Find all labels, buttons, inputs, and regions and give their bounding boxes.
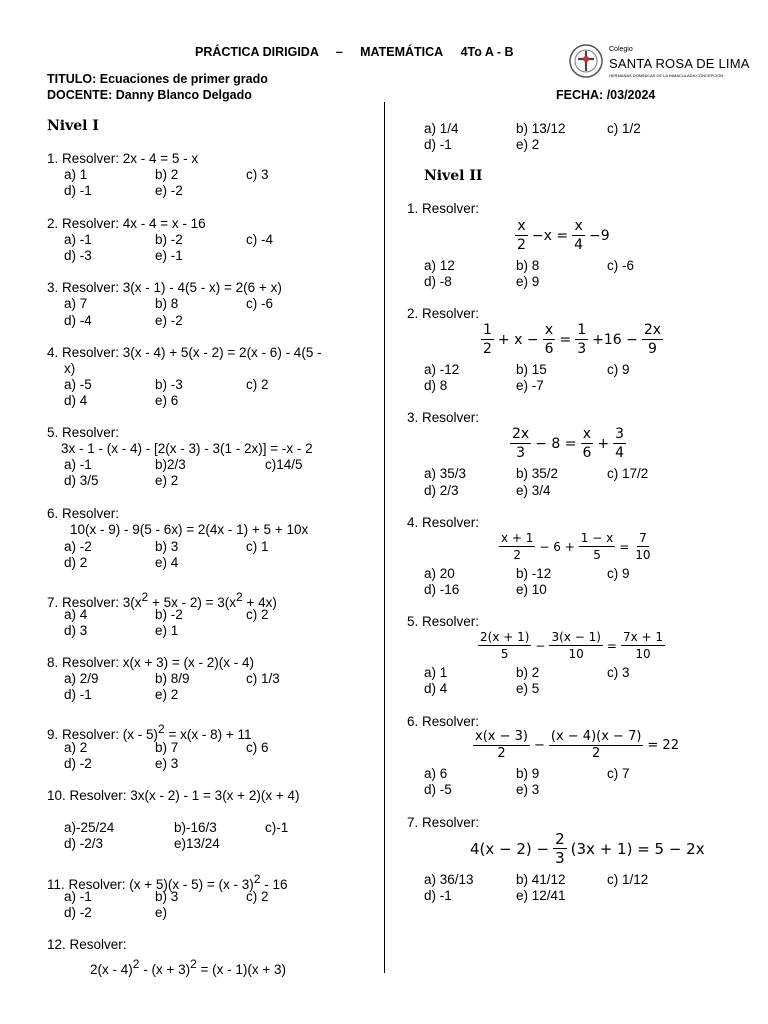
option-c: c) 6 bbox=[246, 740, 269, 755]
numerator: 1 − x bbox=[580, 531, 614, 545]
stmt-part: - 16 bbox=[260, 877, 288, 892]
operator: −9 bbox=[589, 227, 610, 244]
denominator: 3 bbox=[577, 341, 587, 357]
option-b: b) 3 bbox=[155, 889, 179, 904]
option-d: d) -1 bbox=[424, 137, 452, 152]
problem-10-statement: 10. Resolver: 3x(x - 2) - 1 = 3(x + 2)(x + 4) bbox=[47, 788, 300, 803]
option-d: d) 2 bbox=[64, 555, 88, 570]
problem-5-equation: 3x - 1 - (x - 4) - [2(x - 3) - 3(1 - 2x)] = -x - 2 bbox=[61, 441, 313, 456]
n2-problem-7-statement: 7. Resolver: bbox=[407, 815, 480, 830]
option-c: c) 7 bbox=[607, 766, 630, 781]
column-divider bbox=[384, 102, 385, 973]
option-c: c)14/5 bbox=[265, 457, 303, 472]
exponent: 2 bbox=[236, 590, 243, 604]
option-e: e) 9 bbox=[516, 274, 540, 289]
option-a: a) -12 bbox=[424, 362, 460, 377]
fecha: FECHA: /03/2024 bbox=[556, 88, 656, 102]
option-a: a) 1 bbox=[64, 167, 88, 182]
denominator: 4 bbox=[615, 445, 625, 461]
fraction bbox=[580, 426, 593, 461]
option-d: d) 4 bbox=[64, 393, 88, 408]
n2-problem-5-equation bbox=[476, 630, 667, 661]
option-b: b) 13/12 bbox=[516, 121, 566, 136]
option-e: e) 2 bbox=[155, 687, 179, 702]
numerator: x + 1 bbox=[501, 531, 534, 545]
option-d: d) -1 bbox=[64, 183, 92, 198]
numerator: 2x bbox=[512, 426, 530, 442]
operator: −x = bbox=[531, 227, 569, 244]
n2-problem-4-statement: 4. Resolver: bbox=[407, 515, 480, 530]
option-d: d) -8 bbox=[424, 274, 452, 289]
option-b: b) 15 bbox=[516, 362, 547, 377]
option-c: c) 1/2 bbox=[607, 121, 641, 136]
option-a: a) 6 bbox=[424, 766, 448, 781]
numerator: x(x − 3) bbox=[475, 729, 528, 744]
docente: DOCENTE: Danny Blanco Delgado bbox=[47, 88, 252, 102]
n2-problem-1-equation bbox=[513, 218, 612, 253]
numerator: 2(x + 1) bbox=[480, 630, 530, 644]
option-b: b) 2 bbox=[516, 665, 540, 680]
option-a: a) -2 bbox=[64, 539, 92, 554]
fraction bbox=[553, 831, 567, 866]
option-d: d) -2/3 bbox=[64, 836, 104, 851]
exponent: 2 bbox=[158, 722, 165, 736]
option-d: d) -5 bbox=[424, 782, 452, 797]
numerator: 3 bbox=[615, 426, 625, 442]
stmt-part: 11. Resolver: (x + 5)(x - 5) = (x - 3) bbox=[47, 877, 254, 892]
option-a: a) 12 bbox=[424, 258, 455, 273]
option-d: d) -4 bbox=[64, 313, 92, 328]
problem-12-equation bbox=[90, 957, 286, 977]
header-title-line bbox=[195, 45, 514, 59]
option-e: e) -7 bbox=[516, 378, 544, 393]
denominator: 2 bbox=[483, 341, 492, 357]
fraction bbox=[572, 218, 585, 253]
stmt-part: 2(x - 4) bbox=[90, 962, 133, 977]
problem-9-statement bbox=[47, 722, 252, 742]
option-b: b) -2 bbox=[155, 232, 183, 247]
operator: + bbox=[597, 435, 610, 452]
option-a: a) -5 bbox=[64, 377, 92, 392]
n2-problem-6-statement: 6. Resolver: bbox=[407, 714, 480, 729]
option-e: e)13/24 bbox=[174, 836, 220, 851]
option-c: c) 9 bbox=[607, 362, 630, 377]
stmt-part: - (x + 3) bbox=[139, 962, 191, 977]
fraction bbox=[549, 730, 644, 761]
exponent: 2 bbox=[132, 957, 140, 971]
stmt-part: = x(x - 8) + 11 bbox=[164, 727, 252, 742]
operator: − 6 + bbox=[539, 539, 575, 554]
option-b: b) -2 bbox=[155, 607, 183, 622]
option-e: e) 2 bbox=[516, 137, 540, 152]
option-c: c) 2 bbox=[246, 377, 269, 392]
denominator: 2 bbox=[513, 548, 522, 562]
option-e: e) 2 bbox=[155, 473, 179, 488]
doc-grade: 4To A - B bbox=[460, 45, 514, 59]
option-d: d) 2/3 bbox=[424, 483, 459, 498]
exponent: 2 bbox=[190, 957, 197, 971]
operator: − 8 = bbox=[535, 435, 577, 452]
option-e: e) 3/4 bbox=[516, 483, 551, 498]
operator: +16 − bbox=[592, 331, 638, 348]
numerator: 1 bbox=[577, 322, 587, 338]
operator: = bbox=[619, 539, 630, 554]
option-b: b) 8 bbox=[155, 296, 179, 311]
option-b: b) 7 bbox=[155, 740, 179, 755]
option-e: e) 4 bbox=[155, 555, 179, 570]
problem-6-equation: 10(x - 9) - 9(5 - 6x) = 2(4x - 1) + 5 + 10x bbox=[70, 522, 309, 537]
option-b: b)-16/3 bbox=[174, 820, 217, 835]
titulo: TITULO: Ecuaciones de primer grado bbox=[47, 72, 268, 86]
numerator: 7x + 1 bbox=[622, 630, 664, 644]
fraction bbox=[515, 218, 528, 253]
option-b: b) 41/12 bbox=[516, 872, 566, 887]
option-e: e) 5 bbox=[516, 681, 540, 696]
numerator: 2 bbox=[555, 830, 565, 848]
problem-5-statement: 5. Resolver: bbox=[47, 425, 120, 440]
option-d: d) -1 bbox=[64, 687, 92, 702]
stmt-part: = (x - 1)(x + 3) bbox=[196, 962, 287, 977]
option-b: b) 3 bbox=[155, 539, 179, 554]
exponent: 2 bbox=[141, 590, 149, 604]
option-b: b)2/3 bbox=[155, 457, 186, 472]
option-b: b) 8 bbox=[516, 258, 540, 273]
title-dash: – bbox=[335, 45, 343, 59]
fraction bbox=[478, 630, 531, 661]
option-c: c) 1/3 bbox=[246, 671, 280, 686]
option-b: b) 2 bbox=[155, 167, 179, 182]
numerator: 1 bbox=[483, 322, 492, 338]
option-a: a) -1 bbox=[64, 457, 92, 472]
denominator: 2 bbox=[497, 746, 506, 761]
denominator: 6 bbox=[582, 445, 592, 461]
option-c: c) -4 bbox=[246, 232, 273, 247]
option-a: a) 2/9 bbox=[64, 671, 99, 686]
option-d: d) 3 bbox=[64, 623, 88, 638]
option-b: b) 8/9 bbox=[155, 671, 190, 686]
stmt-part: 7. Resolver: 3(x bbox=[47, 595, 142, 610]
operator: = 22 bbox=[647, 738, 679, 753]
denominator: 3 bbox=[555, 849, 565, 867]
problem-2-statement: 2. Resolver: 4x - 4 = x - 16 bbox=[47, 216, 206, 231]
option-d: d) -1 bbox=[424, 888, 452, 903]
option-e: e) 6 bbox=[155, 393, 179, 408]
fraction bbox=[499, 531, 535, 562]
option-e: e) -1 bbox=[155, 248, 183, 263]
nivel-2-heading: Nivel II bbox=[424, 168, 483, 184]
option-a: a) -1 bbox=[64, 232, 92, 247]
option-d: d) 8 bbox=[424, 378, 448, 393]
option-d: d) -2 bbox=[64, 756, 92, 771]
problem-8-statement: 8. Resolver: x(x + 3) = (x - 2)(x - 4) bbox=[47, 655, 255, 670]
nivel-1-heading: Nivel I bbox=[47, 118, 99, 134]
doc-subject: MATEMÁTICA bbox=[360, 45, 444, 59]
problem-4-statement-cont: x) bbox=[64, 361, 76, 376]
option-c: c) 17/2 bbox=[607, 466, 649, 481]
denominator: 3 bbox=[516, 445, 526, 461]
operator: 4(x − 2) − bbox=[470, 839, 550, 858]
doc-title: PRÁCTICA DIRIGIDA bbox=[195, 45, 319, 59]
option-a: a) 36/13 bbox=[424, 872, 474, 887]
school-name: SANTA ROSA DE LIMA bbox=[609, 56, 750, 71]
option-b: b) 35/2 bbox=[516, 466, 559, 481]
fraction bbox=[543, 322, 556, 357]
denominator: 5 bbox=[593, 548, 601, 562]
option-e: e) -2 bbox=[155, 183, 183, 198]
option-a: a) 35/3 bbox=[424, 466, 467, 481]
option-e: e) 10 bbox=[516, 582, 547, 597]
option-e: e) 1 bbox=[155, 623, 179, 638]
denominator: 5 bbox=[500, 647, 509, 661]
stmt-part: + 4x) bbox=[242, 595, 277, 610]
school-crest-icon bbox=[568, 43, 604, 79]
n2-problem-4-equation bbox=[497, 531, 655, 562]
n2-problem-6-equation bbox=[471, 730, 681, 761]
fraction bbox=[575, 322, 588, 357]
option-e: e) 3 bbox=[155, 756, 179, 771]
n2-problem-2-equation bbox=[479, 322, 665, 357]
option-c: c) 9 bbox=[607, 566, 630, 581]
option-b: b) 9 bbox=[516, 766, 540, 781]
option-e: e) bbox=[155, 905, 168, 920]
n2-problem-3-equation bbox=[508, 426, 628, 461]
option-c: c) 2 bbox=[246, 607, 269, 622]
option-c: c) 3 bbox=[607, 665, 630, 680]
fraction bbox=[642, 322, 663, 357]
n2-problem-3-statement: 3. Resolver: bbox=[407, 410, 480, 425]
n2-problem-2-statement: 2. Resolver: bbox=[407, 306, 480, 321]
denominator: 6 bbox=[544, 341, 554, 357]
denominator: 10 bbox=[568, 647, 584, 661]
numerator: x bbox=[582, 426, 592, 442]
option-c: c) -6 bbox=[246, 296, 273, 311]
numerator: 2x bbox=[643, 322, 662, 338]
numerator: 3(x − 1) bbox=[551, 630, 601, 644]
operator: = bbox=[559, 331, 572, 348]
problem-12-statement: 12. Resolver: bbox=[47, 937, 127, 952]
denominator: 10 bbox=[635, 548, 651, 562]
numerator: 7 bbox=[639, 531, 647, 545]
option-d: d) -16 bbox=[424, 582, 460, 597]
fraction bbox=[473, 730, 530, 761]
problem-4-statement: 4. Resolver: 3(x - 4) + 5(x - 2) = 2(x - 6) - 4(5 - bbox=[47, 345, 322, 360]
operator: − bbox=[533, 738, 545, 753]
fraction bbox=[579, 531, 615, 562]
option-b: b) -3 bbox=[155, 377, 183, 392]
fraction bbox=[613, 426, 626, 461]
denominator: 2 bbox=[517, 237, 526, 253]
stmt-part: 9. Resolver: (x - 5) bbox=[47, 727, 159, 742]
option-d: d) 4 bbox=[424, 681, 448, 696]
n2-problem-5-statement: 5. Resolver: bbox=[407, 614, 480, 629]
option-d: d) 3/5 bbox=[64, 473, 99, 488]
fraction bbox=[633, 531, 652, 562]
option-e: e) 3 bbox=[516, 782, 540, 797]
option-c: c) 3 bbox=[246, 167, 269, 182]
option-d: d) -3 bbox=[64, 248, 92, 263]
option-c: c) -6 bbox=[607, 258, 634, 273]
school-tagline: HERMANAS DOMINICAS DE LA INMACULADA CONCEPCIÓN bbox=[609, 73, 724, 78]
fraction bbox=[481, 322, 494, 357]
problem-6-statement: 6. Resolver: bbox=[47, 506, 120, 521]
denominator: 4 bbox=[574, 237, 584, 253]
school-small: Colegio bbox=[609, 46, 633, 53]
option-a: a)-25/24 bbox=[64, 820, 115, 835]
numerator: x bbox=[544, 322, 554, 338]
problem-3-statement: 3. Resolver: 3(x - 1) - 4(5 - x) = 2(6 + x) bbox=[47, 280, 282, 295]
option-b: b) -12 bbox=[516, 566, 552, 581]
exponent: 2 bbox=[253, 872, 261, 886]
denominator: 2 bbox=[592, 746, 601, 761]
option-c: c) 1 bbox=[246, 539, 269, 554]
numerator: x bbox=[517, 218, 526, 234]
n2-problem-1-statement: 1. Resolver: bbox=[407, 201, 480, 216]
numerator: x bbox=[574, 218, 583, 234]
denominator: 9 bbox=[648, 341, 657, 357]
n2-problem-7-equation bbox=[468, 831, 707, 866]
option-a: a) 20 bbox=[424, 566, 455, 581]
option-c: c) 2 bbox=[246, 889, 269, 904]
option-a: a) 7 bbox=[64, 296, 88, 311]
stmt-part: + 5x - 2) = 3(x bbox=[148, 595, 237, 610]
numerator: (x − 4)(x − 7) bbox=[550, 729, 642, 744]
option-a: a) 1 bbox=[424, 665, 448, 680]
option-a: a) -1 bbox=[64, 889, 92, 904]
problem-1-statement: 1. Resolver: 2x - 4 = 5 - x bbox=[47, 151, 199, 166]
fraction bbox=[510, 426, 531, 461]
option-c: c) 1/12 bbox=[607, 872, 649, 887]
option-e: e) 12/41 bbox=[516, 888, 566, 903]
option-e: e) -2 bbox=[155, 313, 183, 328]
option-d: d) -2 bbox=[64, 905, 92, 920]
operator: (3x + 1) = 5 − 2x bbox=[570, 839, 705, 858]
denominator: 10 bbox=[635, 647, 651, 661]
option-a: a) 1/4 bbox=[424, 121, 459, 136]
option-c: c)-1 bbox=[265, 820, 289, 835]
option-a: a) 2 bbox=[64, 740, 88, 755]
fraction bbox=[549, 630, 602, 661]
operator: + x − bbox=[497, 331, 539, 348]
fraction bbox=[621, 630, 665, 661]
operator: − bbox=[535, 638, 546, 653]
option-a: a) 4 bbox=[64, 607, 88, 622]
operator: = bbox=[606, 638, 617, 653]
